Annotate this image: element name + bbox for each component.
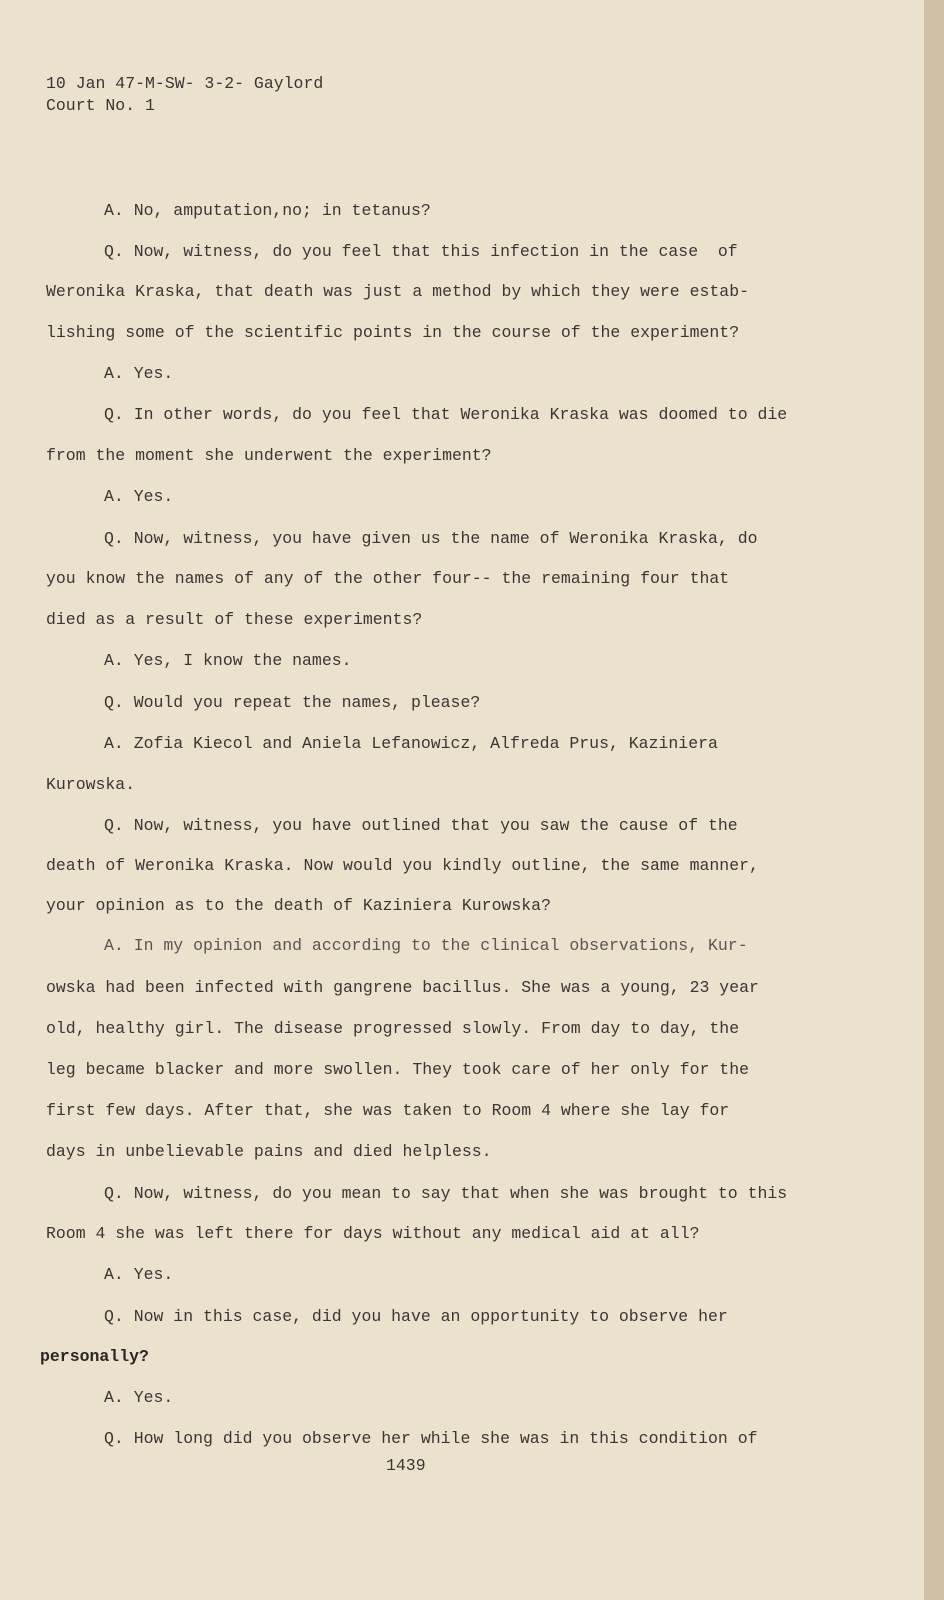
text-line: A. Yes. <box>104 1265 174 1284</box>
text-line: Q. Would you repeat the names, please? <box>104 693 481 712</box>
text-line: A. No, amputation,no; in tetanus? <box>104 201 431 220</box>
text-line: Q. Now, witness, you have given us the name of Weronika Kraska, do <box>104 529 758 548</box>
text-line: A. Yes. <box>104 1388 174 1407</box>
text-line: you know the names of any of the other four-- the remaining four that <box>46 569 730 588</box>
text-line: Q. Now, witness, do you feel that this infection in the case of <box>104 242 738 261</box>
text-line: died as a result of these experiments? <box>46 610 423 629</box>
text-line: Q. In other words, do you feel that Weronika Kraska was doomed to die <box>104 405 788 424</box>
text-line: from the moment she underwent the experiment? <box>46 446 492 465</box>
text-line: lishing some of the scientific points in the course of the experiment? <box>46 323 740 342</box>
text-line: Q. Now in this case, did you have an opportunity to observe her <box>104 1307 728 1326</box>
text-line: owska had been infected with gangrene bacillus. She was a young, 23 year <box>46 978 759 997</box>
text-line: A. In my opinion and according to the clinical observations, Kur- <box>104 936 748 955</box>
text-line: first few days. After that, she was taken to Room 4 where she lay for <box>46 1101 730 1120</box>
text-line: A. Yes. <box>104 364 174 383</box>
header-line-2: Court No. 1 <box>46 96 155 115</box>
text-line: Q. How long did you observe her while she was in this condition of <box>104 1429 758 1448</box>
text-line: Q. Now, witness, you have outlined that you saw the cause of the <box>104 816 738 835</box>
text-line: leg became blacker and more swollen. They took care of her only for the <box>46 1060 750 1079</box>
text-line: A. Yes, I know the names. <box>104 651 352 670</box>
text-line: Weronika Kraska, that death was just a method by which they were estab- <box>46 282 750 301</box>
text-line: Kurowska. <box>46 775 136 794</box>
text-line: days in unbelievable pains and died helpless. <box>46 1142 492 1161</box>
text-line: old, healthy girl. The disease progressed slowly. From day to day, the <box>46 1019 740 1038</box>
text-line: personally? <box>40 1347 149 1366</box>
text-line: A. Zofia Kiecol and Aniela Lefanowicz, Alfreda Prus, Kaziniera <box>104 734 718 753</box>
text-line: A. Yes. <box>104 487 174 506</box>
header-line-1: 10 Jan 47-M-SW- 3-2- Gaylord <box>46 74 324 93</box>
text-line: Room 4 she was left there for days without any medical aid at all? <box>46 1224 700 1243</box>
text-line: your opinion as to the death of Kaziniera Kurowska? <box>46 896 551 915</box>
page-edge <box>924 0 944 1600</box>
text-line: Q. Now, witness, do you mean to say that when she was brought to this <box>104 1184 788 1203</box>
page-number: 1439 <box>386 1456 426 1475</box>
text-line: death of Weronika Kraska. Now would you kindly outline, the same manner, <box>46 856 759 875</box>
